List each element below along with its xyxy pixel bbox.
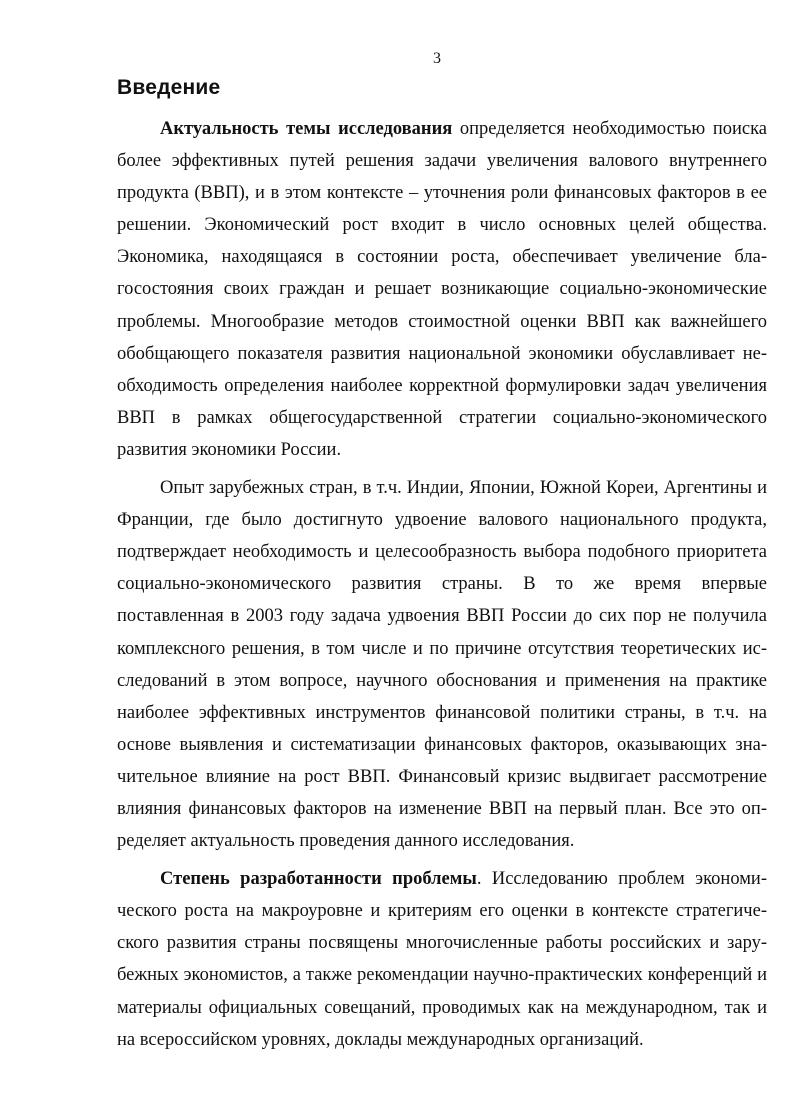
paragraph-lead: Актуальность темы исследования (160, 119, 453, 139)
paragraph-relevance (117, 113, 767, 466)
page-number: 3 (433, 50, 441, 67)
paragraph-body: . Исследованию проблем экономического роста на макроуровне и критериям его оценки в контексте стратегического развития страны посвящены многочисленные работы российских и зарубежных экономистов, а также рекомендации научно-практических конференций и материалы официальных совещаний, проводимых как на международном, так и на всероссийском уровнях, доклады международных организаций. (117, 869, 767, 1050)
paragraph-research-degree (117, 863, 767, 1056)
body-text (117, 113, 767, 1056)
paragraph-foreign-experience (117, 472, 767, 857)
section-heading: Введение (117, 76, 221, 99)
paragraph-body: Опыт зарубежных стран, в т.ч. Индии, Японии, Южной Кореи, Аргентины и Франции, где было достигнуто удвоение валового национального продукта, подтверждает необходимость и целесообразность выбора подобного приоритета социально-экономического развития страны. В то же время впервые поставленная в 2003 году задача удвоения ВВП России до сих пор не получила комплексного решения, в том числе и по причине отсутствия теоретических исследований в этом вопросе, научного обоснования и применения на практике наиболее эффективных инструментов финансовой политики страны, в т.ч. на основе выявления и систематизации финансовых факторов, оказывающих значительное влияние на рост ВВП. Финансовый кризис выдвигает рассмотрение влияния финансовых факторов на изменение ВВП на первый план. Все это определяет актуальность проведения данного исследования. (117, 478, 767, 852)
paragraph-body: определяется необходимостью поиска более эффективных путей решения задачи увеличения валового внутреннего продукта (ВВП), и в этом контексте – уточнения роли финансовых факторов в ее решении. Экономический рост входит в число основных целей общества. Экономика, находящаяся в состоянии роста, обеспечивает увеличение благосостояния своих граждан и решает возникающие социально-экономические проблемы. Многообразие методов стоимостной оценки ВВП как важнейшего обобщающего показателя развития национальной экономики обуславливает необходимость определения наиболее корректной формулировки задач увеличения ВВП в рамках общегосударственной стратегии социально-экономического развития экономики России. (117, 119, 768, 460)
paragraph-lead: Степень разработанности проблемы (160, 869, 477, 890)
